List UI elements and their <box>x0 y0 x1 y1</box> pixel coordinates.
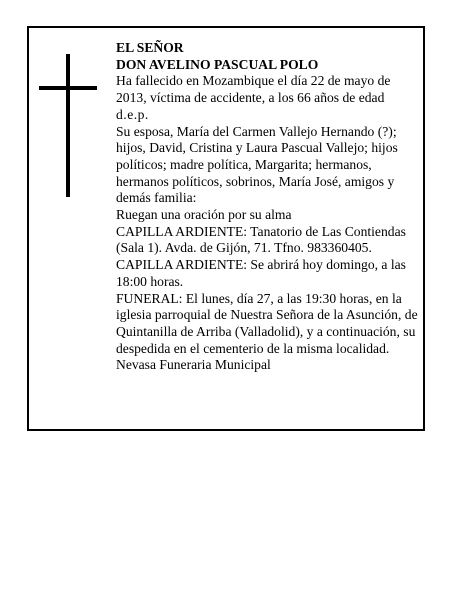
cross-horizontal-bar <box>39 86 97 90</box>
chapel-opening: CAPILLA ARDIENTE: Se abrirá hoy domingo, a las 18:00 horas. <box>116 257 406 289</box>
chapel-location: CAPILLA ARDIENTE: Tanatorio de Las Contiendas (Sala 1). Avda. de Gijón, 71. Tfno. 983360405. <box>116 223 406 256</box>
deceased-name: DON AVELINO PASCUAL POLO <box>116 56 319 72</box>
cross-vertical-bar <box>66 54 70 197</box>
title-line-1: EL SEÑOR <box>116 40 184 55</box>
funeral-details: FUNERAL: El lunes, día 27, a las 19:30 horas, en la iglesia parroquial de Nuestra Señora de la Asunción, de Quintanilla de Arriba (Valladolid), y a continuación, su despedida en el cementerio de la misma localidad. <box>116 290 418 356</box>
obituary-notice <box>27 26 425 431</box>
dep-abbreviation: d.e.p. <box>116 106 149 122</box>
funeral-home: Nevasa Funeraria Municipal <box>116 357 271 373</box>
family-list: Su esposa, María del Carmen Vallejo Hernando (?); hijos, David, Cristina y Laura Pascual Vallejo; hijos políticos; madre política, Margarita; hermanos, hermanos políticos, sobrinos, María José, amigos y demás familia: <box>116 123 398 206</box>
cross-icon <box>39 54 97 197</box>
notice-text <box>116 40 418 374</box>
death-announcement: Ha fallecido en Mozambique el día 22 de mayo de 2013, víctima de accidente, a los 66 años de edad <box>116 73 391 106</box>
prayer-request: Ruegan una oración por su alma <box>116 207 292 223</box>
